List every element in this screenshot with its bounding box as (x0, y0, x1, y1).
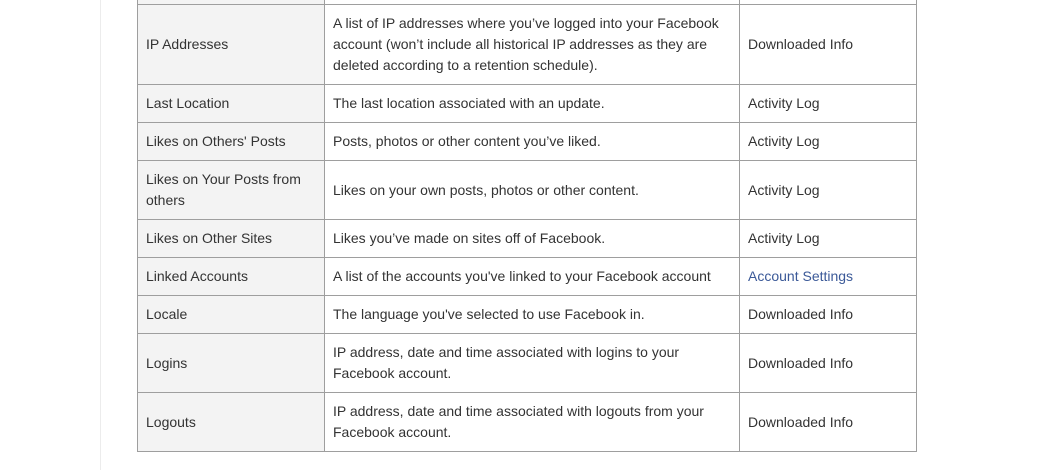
location-cell: Activity Log (740, 85, 917, 123)
description-cell: The last location associated with an update. (325, 85, 740, 123)
table-row (138, 161, 917, 220)
category-cell: Likes on Others' Posts (138, 123, 325, 161)
location-cell: Downloaded Info (740, 296, 917, 334)
description-cell: Posts, photos or other content you’ve liked. (325, 123, 740, 161)
category-cell: Linked Accounts (138, 258, 325, 296)
location-cell: Activity Log (740, 161, 917, 220)
table-row (138, 258, 917, 296)
location-cell: Activity Log (740, 123, 917, 161)
content-column-edge (100, 0, 101, 470)
category-cell: Logouts (138, 393, 325, 452)
category-cell: Last Location (138, 85, 325, 123)
category-cell: IP Addresses (138, 5, 325, 85)
location-cell (740, 258, 917, 296)
category-cell: Locale (138, 296, 325, 334)
description-cell: A list of the accounts you've linked to your Facebook account (325, 258, 740, 296)
description-cell: Likes you’ve made on sites off of Facebook. (325, 220, 740, 258)
table-row (138, 5, 917, 85)
description-cell: A list of IP addresses where you’ve logged into your Facebook account (won’t include all historical IP addresses as they are deleted according to a retention schedule). (325, 5, 740, 85)
table-row (138, 334, 917, 393)
table-row (138, 85, 917, 123)
table-row (138, 220, 917, 258)
table-row (138, 123, 917, 161)
table-row (138, 296, 917, 334)
location-cell: Downloaded Info (740, 334, 917, 393)
account-settings-link[interactable]: Account Settings (748, 268, 854, 284)
description-cell: IP address, date and time associated with logouts from your Facebook account. (325, 393, 740, 452)
location-cell: Downloaded Info (740, 5, 917, 85)
description-cell: IP address, date and time associated with logins to your Facebook account. (325, 334, 740, 393)
facebook-data-table (137, 0, 917, 452)
description-cell: Likes on your own posts, photos or other content. (325, 161, 740, 220)
location-cell: Downloaded Info (740, 393, 917, 452)
category-cell: Likes on Your Posts from others (138, 161, 325, 220)
category-cell: Likes on Other Sites (138, 220, 325, 258)
category-cell: Logins (138, 334, 325, 393)
description-cell: The language you've selected to use Facebook in. (325, 296, 740, 334)
table-row (138, 393, 917, 452)
location-cell: Activity Log (740, 220, 917, 258)
